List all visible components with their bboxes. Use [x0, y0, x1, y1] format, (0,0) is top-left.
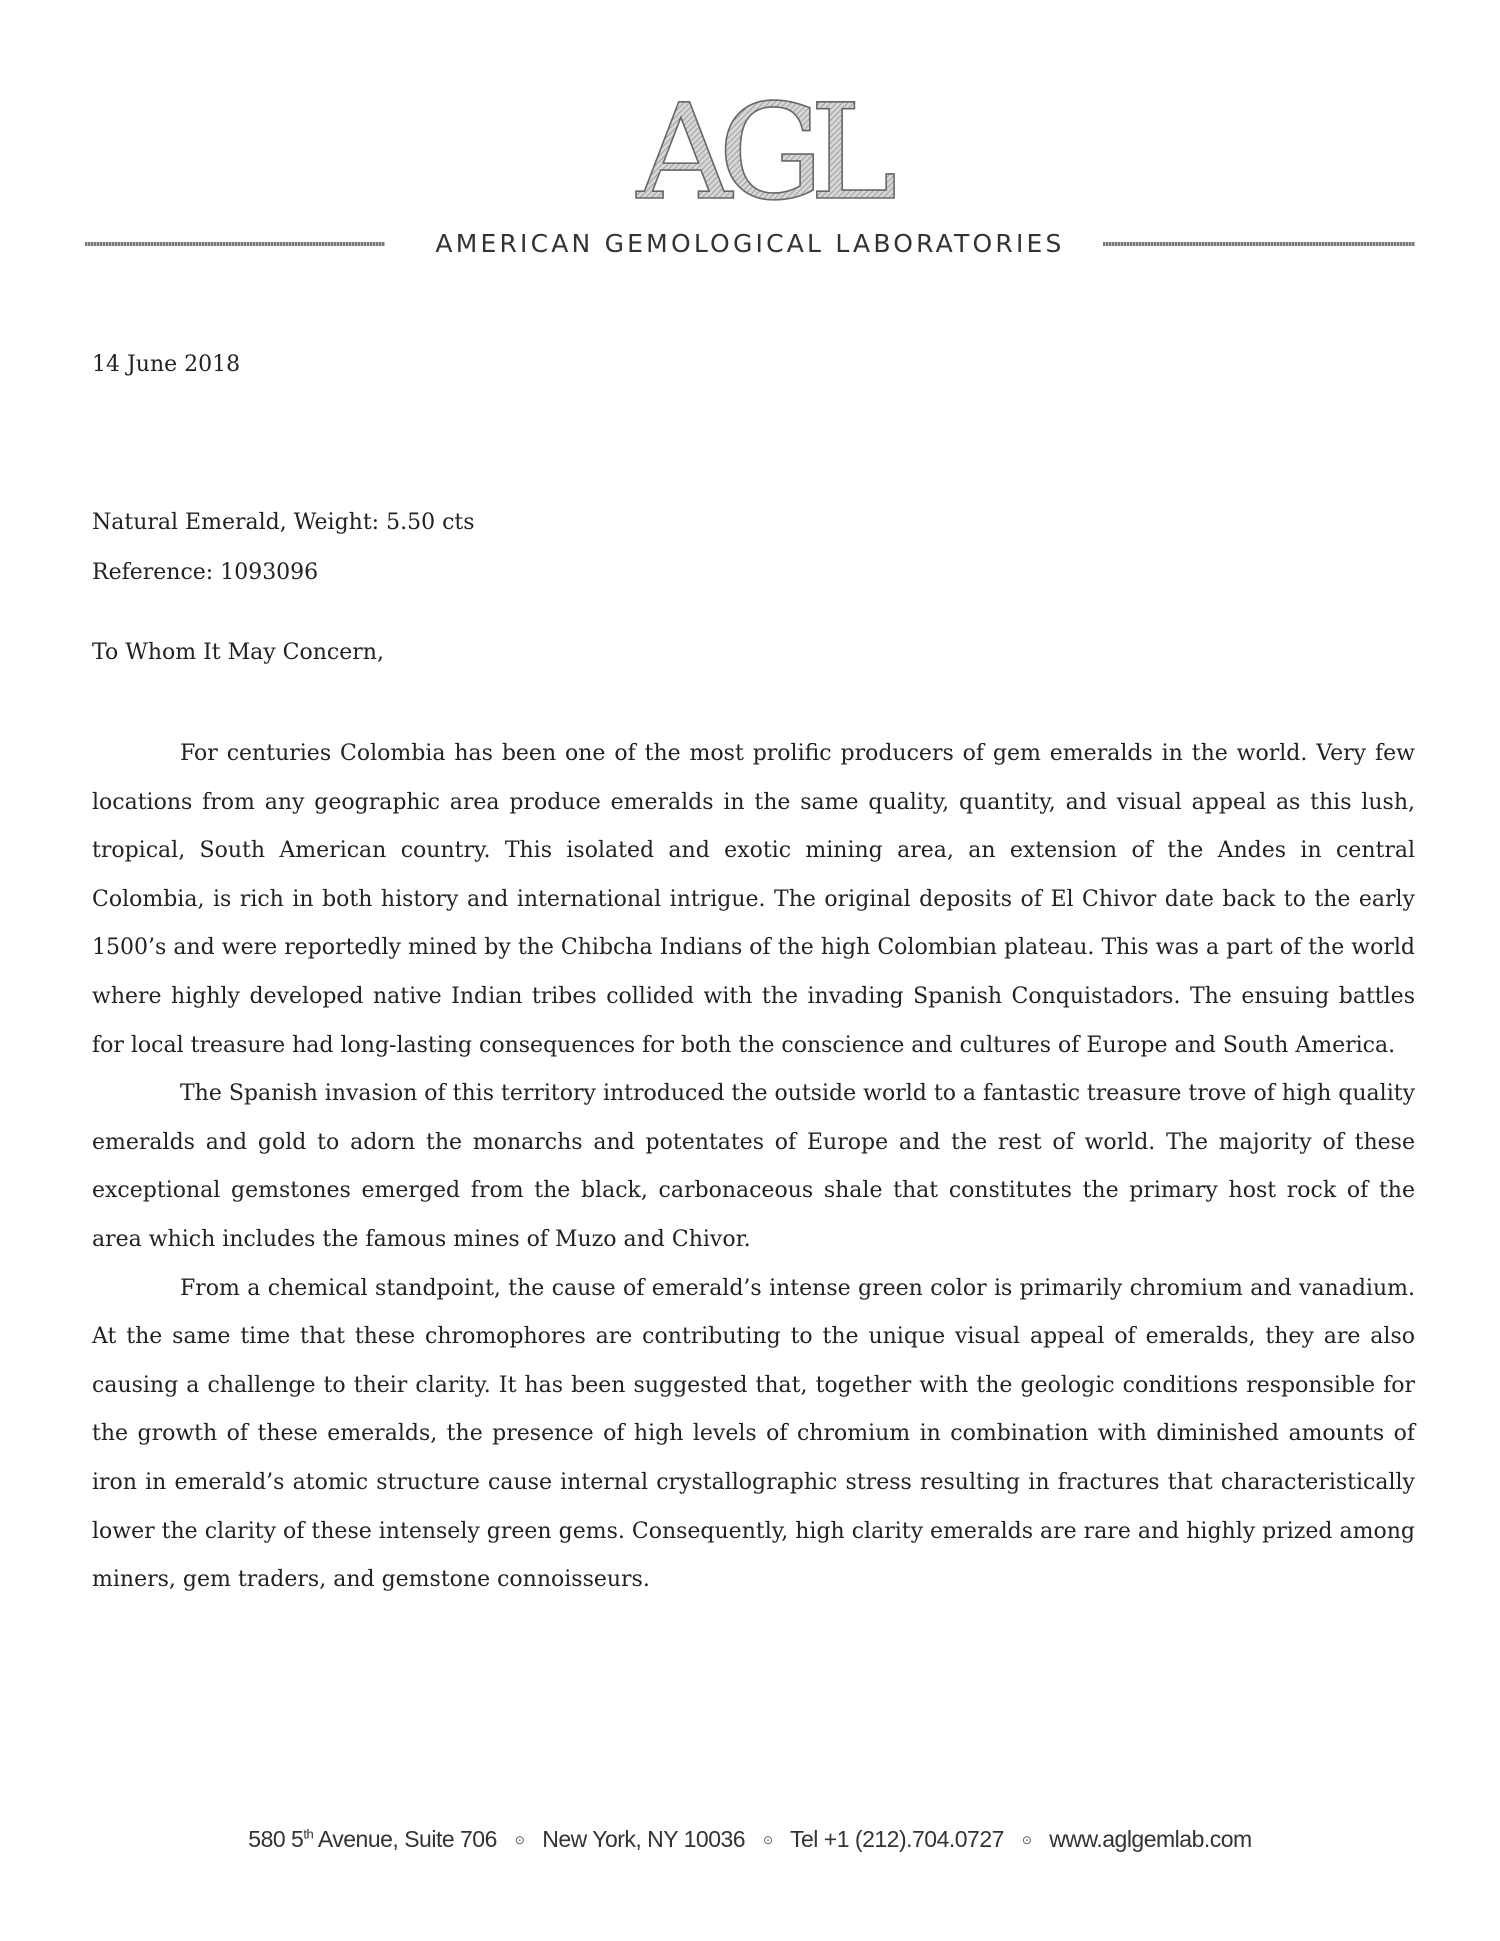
letter-body — [92, 730, 1415, 1605]
footer-website: www.aglgemlab.com — [1049, 1826, 1252, 1852]
reference-line: Reference: 1093096 — [92, 560, 319, 585]
letterhead — [0, 0, 1500, 260]
separator-icon: ⊙ — [762, 1833, 773, 1847]
letterhead-rule-left — [85, 242, 385, 246]
body-paragraph: For centuries Colombia has been one of the most prolific producers of gem emeralds in the world. Very few locations from any geographic area produce emeralds in the same quality, quantity, and visual appeal as this lush, tropical, South American country. This isolated and exotic mining area, an extension of the Andes in central Colombia, is rich in both history and international intrigue. The original deposits of El Chivor date back to the early 1500’s and were reportedly mined by the Chibcha Indians of the high Colombian plateau. This was a part of the world where highly developed native Indian tribes collided with the invading Spanish Conquistadors. The ensuing battles for local treasure had long-lasting consequences for both the conscience and cultures of Europe and South America. — [92, 741, 1415, 1058]
letterhead-rule-right — [1103, 242, 1415, 246]
subject-line: Natural Emerald, Weight: 5.50 cts — [92, 510, 475, 535]
agl-logo-mark — [600, 90, 920, 210]
agl-logo-text: AGL — [636, 90, 884, 210]
letter-subject-block — [92, 498, 1415, 598]
footer-address-number: 580 5 — [248, 1826, 304, 1852]
footer-address-rest: Avenue, Suite 706 — [313, 1826, 497, 1852]
agl-logo — [600, 90, 920, 210]
separator-icon: ⊙ — [514, 1833, 525, 1847]
footer-address-ordinal: th — [303, 1826, 314, 1842]
letter-date: 14 June 2018 — [92, 352, 241, 377]
salutation: To Whom It May Concern, — [92, 640, 384, 665]
body-paragraph: From a chemical standpoint, the cause of emerald’s intense green color is primarily chromium and vanadium. At the same time that these chromophores are contributing to the unique visual appeal of emeralds, they are also causing a challenge to their clarity. It has been suggested that, together with the geologic conditions responsible for the growth of these emeralds, the presence of high levels of chromium in combination with diminished amounts of iron in emerald’s atomic structure cause internal crystallographic stress resulting in fractures that characteristically lower the clarity of these intensely green gems. Consequently, high clarity emeralds are rare and highly prized among miners, gem traders, and gemstone connoisseurs. — [92, 1275, 1415, 1593]
organization-line — [85, 228, 1415, 260]
body-paragraph: The Spanish invasion of this territory introduced the outside world to a fantastic treasure trove of high quality emeralds and gold to adorn the monarchs and potentates of Europe and the rest of world. The majority of these exceptional gemstones emerged from the black, carbonaceous shale that constitutes the primary host rock of the area which includes the famous mines of Muzo and Chivor. — [92, 1081, 1415, 1252]
footer-contact — [0, 1826, 1500, 1853]
footer-phone: Tel +1 (212).704.0727 — [790, 1826, 1004, 1852]
footer-city: New York, NY 10036 — [542, 1826, 746, 1852]
separator-icon: ⊙ — [1021, 1833, 1032, 1847]
organization-name: AMERICAN GEMOLOGICAL LABORATORIES — [435, 229, 1065, 258]
